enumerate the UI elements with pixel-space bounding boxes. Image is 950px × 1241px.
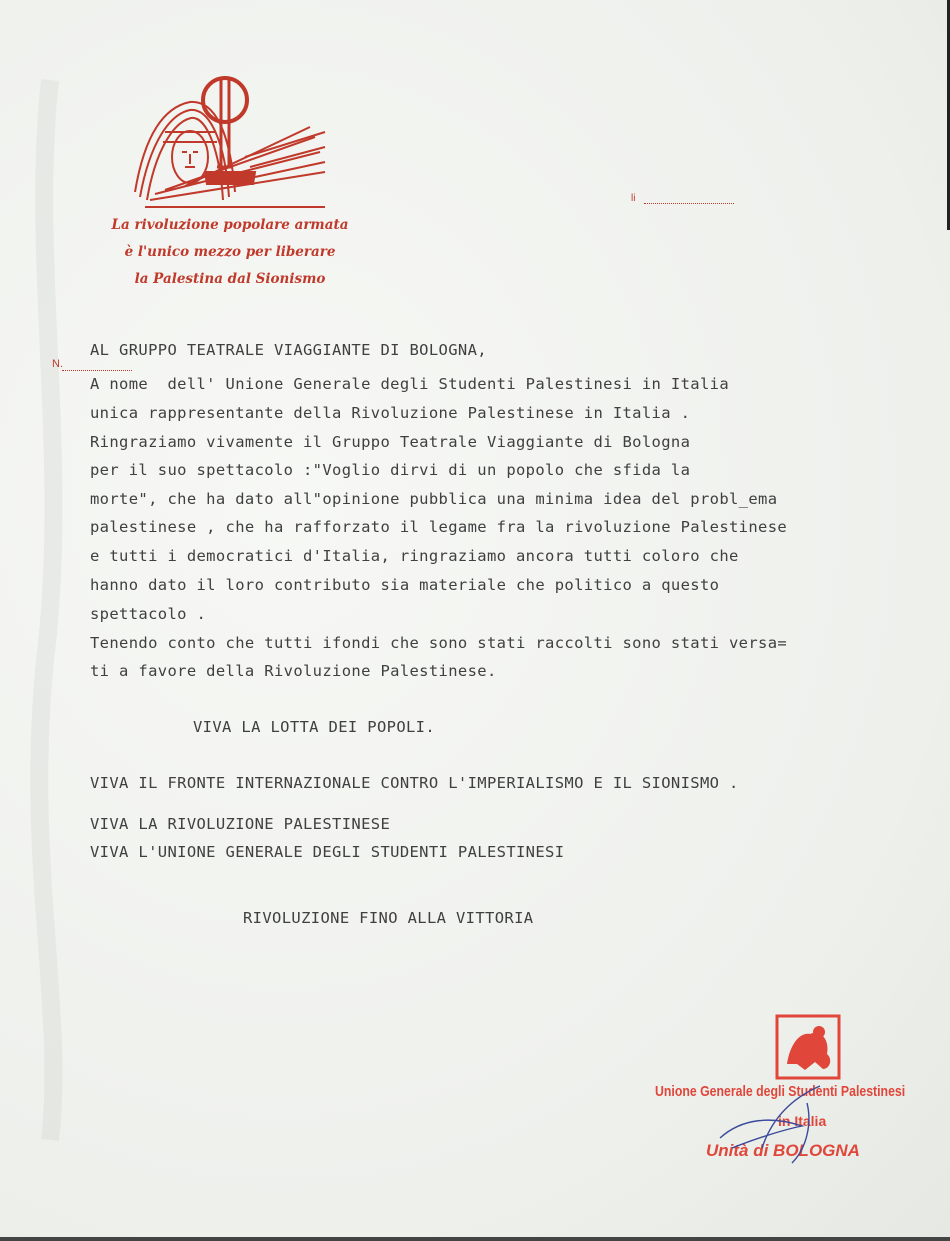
page-bottom-edge [0,1237,950,1241]
handwritten-signature [712,1078,842,1168]
letterhead-motto [85,212,375,293]
slogan: VIVA LA RIVOLUZIONE PALESTINESE [90,815,391,833]
body-line: morte", che ha dato all"opinione pubblica una minima idea del probl_ema [90,490,778,508]
stamp-country: in Italia [778,1113,827,1129]
body-line: Tenendo conto che tutti ifondi che sono stati raccolti sono stati versa= [90,634,788,652]
body-line: e tutti i democratici d'Italia, ringraziamo ancora tutti coloro che [90,547,739,565]
body-line: spettacolo . [90,605,207,623]
letterhead-emblem [125,72,335,212]
watermark-figure [20,60,80,1160]
place-date-line [644,203,734,204]
body-line: unica rappresentante della Rivoluzione Palestinese in Italia . [90,404,691,422]
number-label: N. [52,358,63,370]
closing-line: RIVOLUZIONE FINO ALLA VITTORIA [243,909,534,927]
greeting: AL GRUPPO TEATRALE VIAGGIANTE DI BOLOGNA, [90,341,487,359]
body-line: Ringraziamo vivamente il Gruppo Teatrale Viaggiante di Bologna [90,433,691,451]
body-line: A nome dell' Unione Generale degli Studenti Palestinesi in Italia [90,375,729,393]
body-line: palestinese , che ha rafforzato il legame fra la rivoluzione Palestinese [90,518,788,536]
stamp-unit: Unità di BOLOGNA [706,1141,860,1160]
body-line: hanno dato il loro contributo sia materiale che politico a questo [90,576,720,594]
slogan: VIVA IL FRONTE INTERNAZIONALE CONTRO L'IMPERIALISMO E IL SIONISMO . [90,774,739,792]
place-date-label: li [631,193,636,204]
body-line: ti a favore della Rivoluzione Palestinese. [90,662,497,680]
motto-line: è l'unico mezzo per liberare [124,244,336,260]
stamp-emblem [775,1014,841,1080]
motto-line: la Palestina dal Sionismo [134,271,326,287]
body-line: per il suo spettacolo :"Voglio dirvi di un popolo che sfida la [90,461,691,479]
slogan: VIVA L'UNIONE GENERALE DEGLI STUDENTI PALESTINESI [90,843,565,861]
motto-line: La rivoluzione popolare armata [111,217,349,233]
slogan: VIVA LA LOTTA DEI POPOLI. [193,718,436,736]
number-line [62,370,132,371]
stamp-organization: Unione Generale degli Studenti Palestinesi [655,1083,906,1100]
